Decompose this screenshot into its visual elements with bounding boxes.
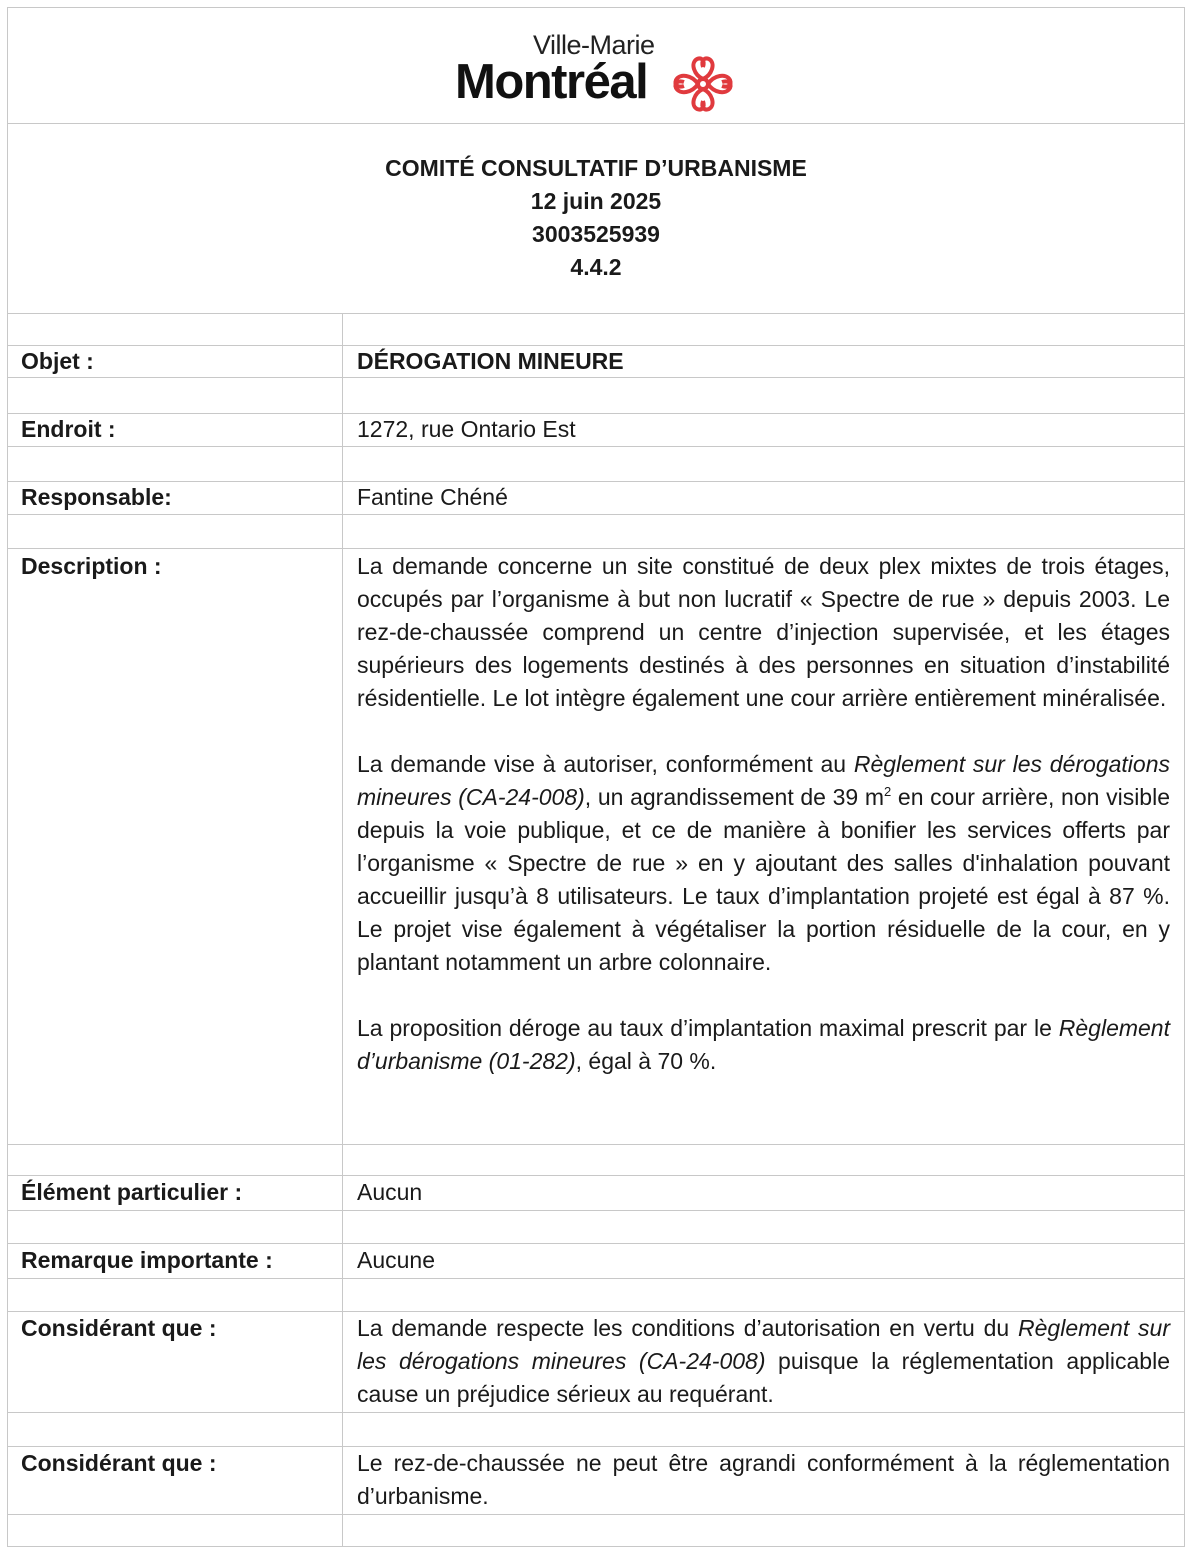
element-value: Aucun <box>357 1179 423 1205</box>
spacer-row <box>7 1145 1185 1176</box>
description-label: Description : <box>21 553 162 579</box>
row-endroit <box>7 414 1185 447</box>
objet-value: DÉROGATION MINEURE <box>357 348 624 374</box>
logo-borough-name: Ville-Marie <box>533 30 655 60</box>
endroit-value: 1272, rue Ontario Est <box>357 416 576 442</box>
description-paragraph-3: La proposition déroge au taux d’implantation maximal prescrit par le Règlement d’urbanisme (01-282), égal à 70 %. <box>357 1015 1170 1074</box>
spacer-row <box>7 378 1185 414</box>
row-element-particulier <box>7 1176 1185 1211</box>
row-considerant-2 <box>7 1447 1185 1515</box>
spacer-row <box>7 1413 1185 1447</box>
spacer-row <box>7 1515 1185 1547</box>
remarque-value: Aucune <box>357 1247 436 1273</box>
spacer-row <box>7 447 1185 482</box>
spacer-row <box>7 1279 1185 1312</box>
description-paragraph-1: La demande concerne un site constitué de deux plex mixtes de trois étages, occupés par l’organisme à but non lucratif « Spectre de rue » depuis 2003. Le rez-de-chaussée comprend un centre d’injection supervisée, et les étages supérieurs des logements destinés à des personnes en situation d’instabilité résidentielle. Le lot intègre également une cour arrière entièrement minéralisée. <box>357 553 1170 711</box>
committee-title: COMITÉ CONSULTATIF D’URBANISME <box>385 155 807 181</box>
remarque-label: Remarque importante : <box>21 1247 273 1273</box>
spacer-row <box>7 314 1185 346</box>
description-paragraph-2: La demande vise à autoriser, conformément au Règlement sur les dérogations mineures (CA-24-008), un agrandissement de 39 $m^2$ en cour arrière, non visible depuis la voie publique, et ce de manière à bonifier les services offerts par l’organisme « Spectre de rue » en y ajoutant des salles d'inhalation pouvant accueillir jusqu’à 8 utilisateurs. Le taux d’implantation projeté est égal à 87 %. Le projet vise également à végétaliser la portion résiduelle de la cour, en y plantant notamment un arbre colonnaire. <box>357 751 1171 975</box>
considerant-1-value: La demande respecte les conditions d’autorisation en vertu du Règlement sur les dérogations mineures (CA-24-008) puisque la réglementation applicable cause un préjudice sérieux au requérant. <box>357 1315 1170 1407</box>
row-considerant-1 <box>7 1312 1185 1413</box>
responsable-label: Responsable: <box>21 484 172 510</box>
row-description <box>7 549 1185 1145</box>
row-responsable <box>7 482 1185 515</box>
endroit-label: Endroit : <box>21 416 116 442</box>
row-remarque <box>7 1244 1185 1279</box>
file-number: 3003525939 <box>532 221 660 247</box>
considerant-1-label: Considérant que : <box>21 1315 217 1341</box>
responsable-value: Fantine Chéné <box>357 484 508 510</box>
considerant-2-value: Le rez-de-chaussée ne peut être agrandi conformément à la réglementation d’urbanisme. <box>357 1450 1170 1509</box>
considerant-2-label: Considérant que : <box>21 1450 217 1476</box>
spacer-row <box>7 515 1185 549</box>
meeting-date: 12 juin 2025 <box>530 188 662 214</box>
logo-city-name: Montréal <box>455 55 648 109</box>
meeting-header <box>7 124 1185 314</box>
montreal-rosette-icon <box>672 55 734 113</box>
element-label: Élément particulier : <box>21 1179 243 1205</box>
objet-label: Objet : <box>21 348 94 374</box>
spacer-row <box>7 1211 1185 1244</box>
row-objet <box>7 346 1185 378</box>
item-number: 4.4.2 <box>570 254 622 280</box>
description-value <box>357 550 1170 1078</box>
